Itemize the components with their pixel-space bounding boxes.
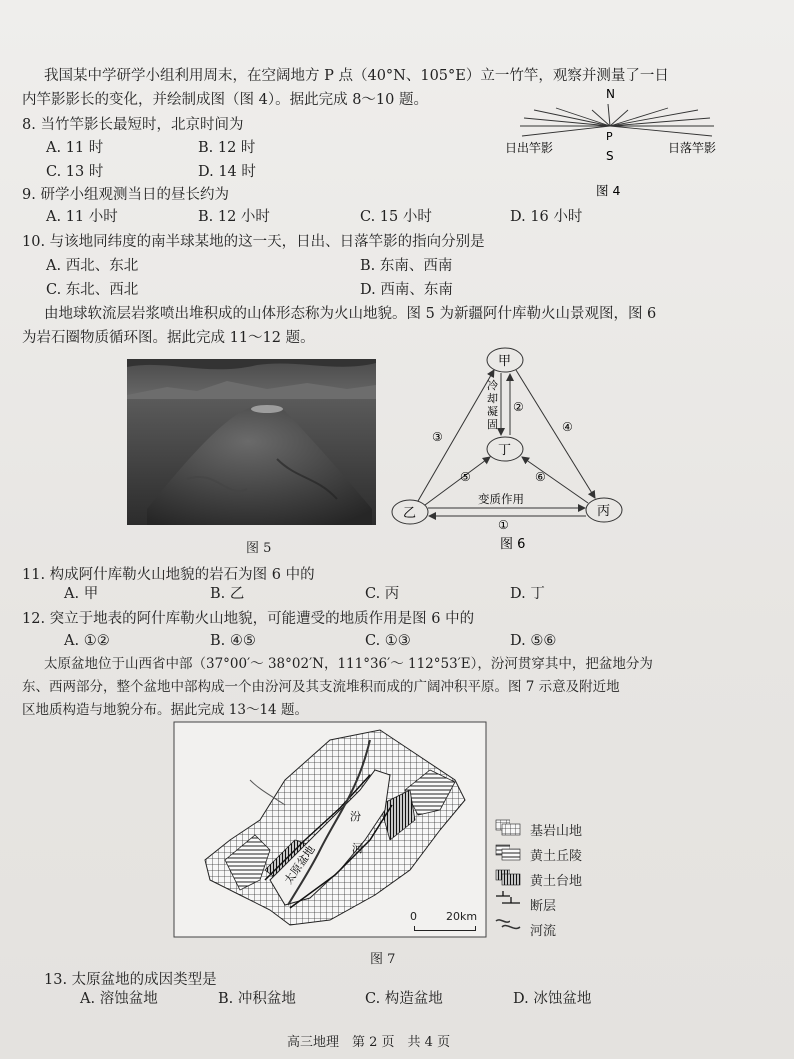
q9-option-a[interactable]: A. 11 小时 (46, 209, 118, 225)
q10-option-c[interactable]: C. 东北、西北 (46, 282, 139, 298)
intro1-line2: 内竿影影长的变化，并绘制成图（图 4）。据此完成 8～10 题。 (22, 92, 428, 108)
q12-stem: 12. 突立于地表的阿什库勒火山地貌，可能遭受的地质作用是图 6 中的 (22, 611, 475, 627)
figure-6-rock-cycle (390, 345, 630, 555)
label-6: ⑥ (535, 470, 546, 484)
page-footer: 高三地理 第 2 页 共 4 页 (287, 1035, 451, 1050)
q9-option-c[interactable]: C. 15 小时 (360, 209, 432, 225)
figure-4-shadow-diagram (500, 80, 740, 200)
fig4-north-label: N (606, 87, 615, 101)
fig4-sunrise-label: 日出竿影 (505, 141, 554, 155)
fig4-shadow-rays (520, 108, 714, 136)
q11-option-d[interactable]: D. 丁 (510, 586, 545, 602)
intro3-line3: 区地质构造与地貌分布。据此完成 13～14 题。 (22, 702, 308, 718)
legend-fault: 断层 (530, 899, 557, 914)
cool-char-1: 冷 (487, 379, 498, 392)
q11-option-b[interactable]: B. 乙 (210, 586, 245, 602)
q12-option-d[interactable]: D. ⑤⑥ (510, 633, 557, 649)
fig5-caption: 图 5 (246, 541, 272, 556)
q11-stem: 11. 构成阿什库勒火山地貌的岩石为图 6 中的 (22, 567, 315, 583)
fig4-sunset-label: 日落竿影 (668, 141, 717, 155)
intro3-line2: 东、西两部分，整个盆地中部构成一个由汾河及其支流堆积而成的广阔冲积平原。图 7 示意及附近地 (22, 679, 620, 695)
label-4: ④ (562, 420, 573, 434)
scale-zero: 0 (410, 910, 417, 923)
q13-stem: 13. 太原盆地的成因类型是 (44, 972, 217, 988)
q13-option-b[interactable]: B. 冲积盆地 (218, 991, 296, 1007)
cool-char-4: 固 (487, 418, 498, 431)
intro2-line1: 由地球软流层岩浆喷出堆积成的山体形态称为火山地貌。图 5 为新疆阿什库勒火山景观图，图 6 (44, 306, 657, 322)
node-yi-label: 乙 (403, 506, 417, 521)
fig6-caption: 图 6 (500, 537, 526, 552)
arrow-yi-jia (418, 370, 494, 501)
legend-loess-hills: 黄土丘陵 (530, 849, 583, 864)
fig4-caption: 图 4 (596, 183, 621, 198)
q10-option-b[interactable]: B. 东南、西南 (360, 258, 453, 274)
label-3: ③ (432, 430, 443, 444)
legend-loess-terrace: 黄土台地 (530, 874, 583, 889)
q9-option-b[interactable]: B. 12 小时 (198, 209, 270, 225)
fig7-caption: 图 7 (370, 952, 396, 967)
map-label-fen: 汾 (350, 810, 361, 823)
q8-option-b[interactable]: B. 12 时 (198, 140, 256, 156)
label-1: ① (498, 518, 509, 532)
label-5: ⑤ (460, 470, 471, 484)
q12-option-c[interactable]: C. ①③ (365, 633, 411, 649)
q8-stem: 8. 当竹竿影长最短时，北京时间为 (22, 117, 244, 133)
node-bing-label: 丙 (597, 504, 611, 519)
metamorphism-label: 变质作用 (478, 492, 524, 506)
figure-5-volcano-photo (127, 359, 376, 525)
fig4-south-label: S (606, 149, 614, 163)
fig4-point-label: P (606, 130, 613, 143)
map-label-he: 河 (352, 842, 363, 855)
q9-option-d[interactable]: D. 16 小时 (510, 209, 583, 225)
cool-char-3: 凝 (487, 405, 498, 418)
arrow-jia-bing (516, 370, 595, 498)
cool-char-2: 却 (487, 392, 498, 405)
q10-option-d[interactable]: D. 西南、东南 (360, 282, 453, 298)
q8-option-d[interactable]: D. 14 时 (198, 164, 256, 180)
label-2: ② (513, 400, 524, 414)
node-ding-label: 丁 (498, 443, 512, 458)
q10-stem: 10. 与该地同纬度的南半球某地的这一天，日出、日落竿影的指向分别是 (22, 234, 485, 250)
map-label-basin: 太原盆地 (281, 843, 318, 887)
scale-km: 20km (446, 910, 478, 923)
intro1-line1: 我国某中学研学小组利用周末，在空阔地方 P 点（40°N、105°E）立一竹竿，观察并测量了一日 (44, 68, 669, 84)
q13-option-c[interactable]: C. 构造盆地 (365, 991, 443, 1007)
q8-option-a[interactable]: A. 11 时 (46, 140, 104, 156)
intro2-line2: 为岩石圈物质循环图。据此完成 11～12 题。 (22, 330, 315, 346)
q13-option-d[interactable]: D. 冰蚀盆地 (513, 991, 592, 1007)
node-jia-label: 甲 (498, 354, 512, 369)
legend-bedrock: 基岩山地 (530, 824, 583, 839)
arrow-bing-ding (522, 457, 588, 503)
intro3-line1: 太原盆地位于山西省中部（37°00′～ 38°02′N，111°36′～ 112°53′E），汾河贯穿其中，把盆地分为 (44, 656, 653, 672)
q8-option-c[interactable]: C. 13 时 (46, 164, 104, 180)
legend-symbols (500, 823, 524, 933)
q10-option-a[interactable]: A. 西北、东北 (46, 258, 139, 274)
q11-option-a[interactable]: A. 甲 (64, 586, 99, 602)
legend-river: 河流 (530, 924, 557, 939)
q9-stem: 9. 研学小组观测当日的昼长约为 (22, 187, 229, 203)
q13-option-a[interactable]: A. 溶蚀盆地 (80, 991, 158, 1007)
fig4-north-line (608, 104, 610, 126)
q12-option-a[interactable]: A. ①② (64, 633, 110, 649)
q11-option-c[interactable]: C. 丙 (365, 586, 400, 602)
q12-option-b[interactable]: B. ④⑤ (210, 633, 256, 649)
